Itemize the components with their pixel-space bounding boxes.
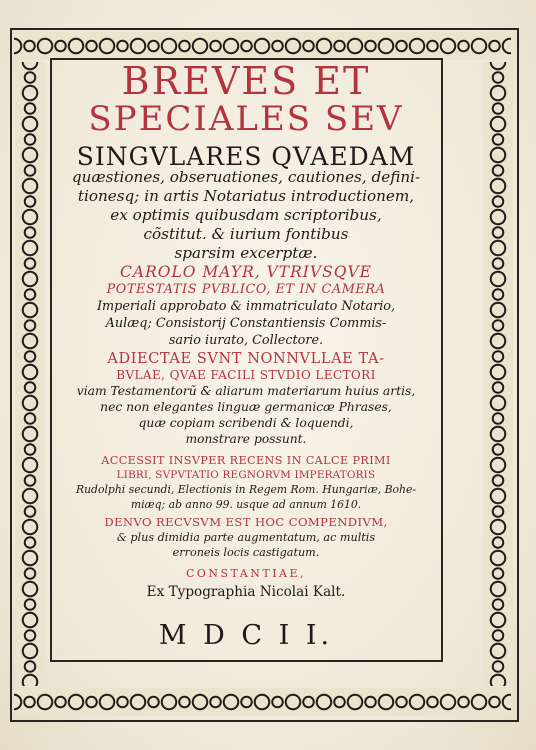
ornamental-border-left <box>15 62 45 686</box>
description-line: cõstitut. & iurium fontibus <box>143 225 349 243</box>
description-line: ex optimis quibusdam scriptoribus, <box>110 206 382 224</box>
imprint-place: CONSTANTIAE, <box>185 567 307 580</box>
denuo-heading: DENVO RECVSVM EST HOC COMPENDIVM, <box>104 515 388 529</box>
title-line-1: BREVES ET <box>121 59 371 103</box>
ornamental-border-bottom <box>14 688 511 716</box>
denuo-description: & plus dimidia parte augmentatum, ac multis <box>116 531 376 544</box>
adjectae-heading: ADIECTAE SVNT NONNVLLAE TA- <box>107 351 385 367</box>
ornamental-border-right <box>483 62 513 686</box>
imprint-year: M D C I I. <box>158 620 334 651</box>
accessit-description: Rudolphi secundi, Electionis in Regem Rom. Hungariæ, Bohe- <box>75 483 417 496</box>
author-description: Aulæq; Consistorij Constantiensis Commis- <box>105 316 387 331</box>
accessit-description: miæq; ab anno 99. usque ad annum 1610. <box>130 498 362 511</box>
adjectae-description: quæ copiam scribendi & loquendi, <box>138 416 354 430</box>
description-line: sparsim excerptæ. <box>174 244 318 262</box>
author-title: POTESTATIS PVBLICO, ET IN CAMERA <box>106 282 386 297</box>
adjectae-description: monstrare possunt. <box>185 432 307 446</box>
adjectae-description: nec non elegantes linguæ germanicæ Phrases, <box>100 400 392 414</box>
ornamental-border-top <box>14 32 511 60</box>
title-line-2: SPECIALES SEV <box>88 99 404 139</box>
author-name: CAROLO MAYR, VTRIVSQVE <box>120 263 372 281</box>
denuo-description: erroneis locis castigatum. <box>172 546 320 559</box>
description-line: tionesq; in artis Notariatus introductionem, <box>77 187 415 205</box>
accessit-heading: ACCESSIT INSVPER RECENS IN CALCE PRIMI <box>101 454 391 467</box>
adjectae-description: viam Testamentorũ & aliarum materiarum huius artis, <box>76 384 416 398</box>
accessit-heading: LIBRI, SVPVTATIO REGNORVM IMPERATORIS <box>116 469 376 481</box>
imprint-printer: Ex Typographia Nicolai Kalt. <box>146 584 346 600</box>
author-description: Imperiali approbato & immatriculato Notario, <box>96 299 396 314</box>
title-line-3: SINGVLARES QVAEDAM <box>76 142 416 171</box>
adjectae-heading: BVLAE, QVAE FACILI STVDIO LECTORI <box>116 368 376 382</box>
author-description: sario iurato, Collectore. <box>168 333 324 348</box>
description-line: quæstiones, obseruationes, cautiones, defini- <box>71 168 421 186</box>
title-block <box>62 60 430 656</box>
